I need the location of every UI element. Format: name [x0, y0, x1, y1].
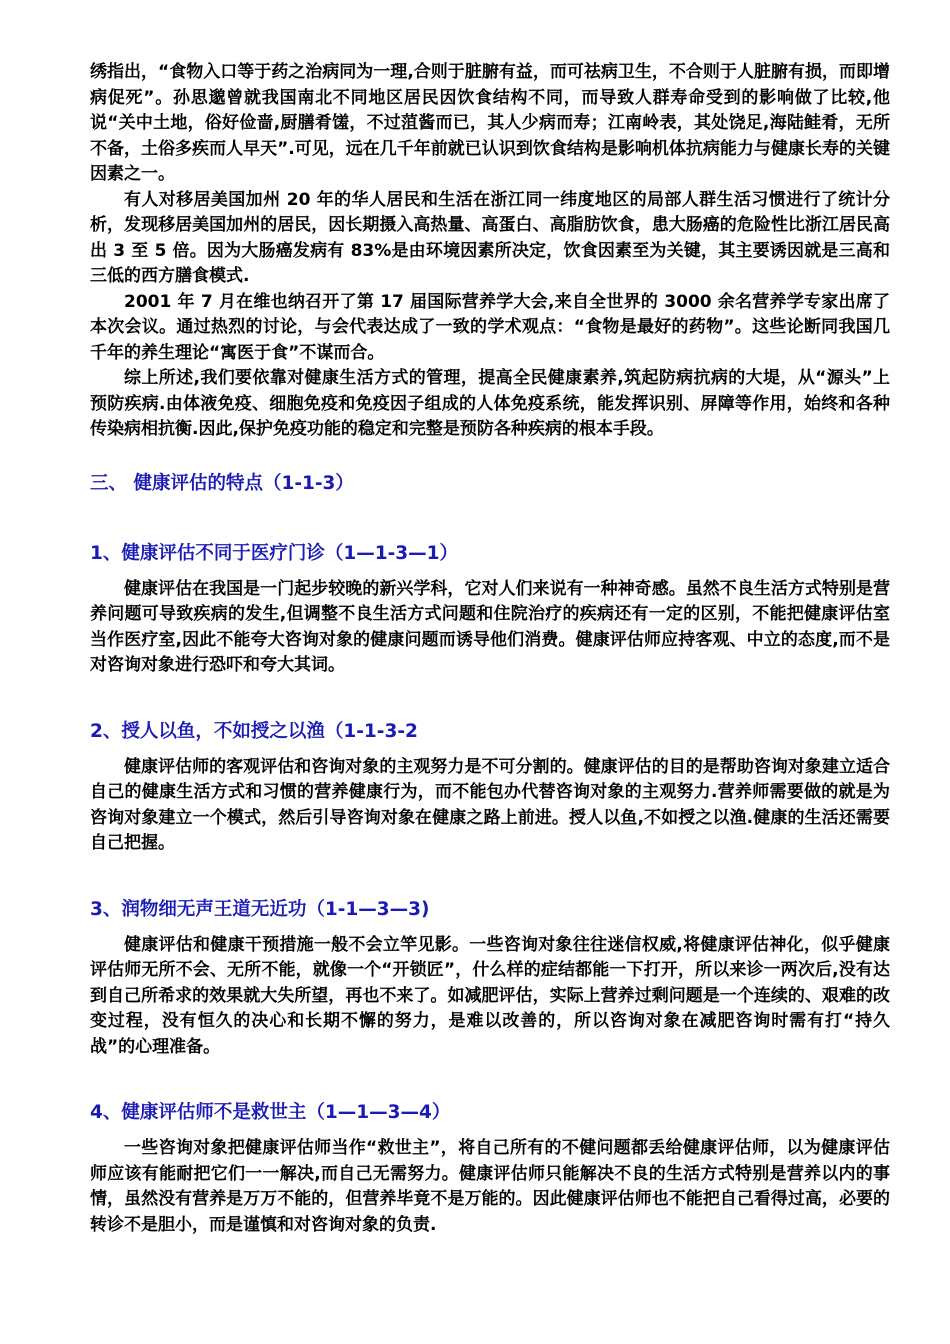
intro-paragraph: 综上所述,我们要依靠对健康生活方式的管理，提高全民健康素养,筑起防病抗病的大堤，从“源头”上预防疾病.由体液免疫、细胞免疫和免疫因子组成的人体免疫系统，能发挥识别、屏障等作用，始终和各种传染病相抗衡.因此,保护免疫功能的稳定和完整是预防各种疾病的根本手段。 [90, 368, 890, 439]
subsection-heading-4: 4、健康评估师不是救世主（1—1—3—4） [90, 1102, 451, 1123]
subsection-body-3: 健康评估和健康干预措施一般不会立竿见影。一些咨询对象往往迷信权威,将健康评估神化，似乎健康评估师无所不会、无所不能，就像一个“开锁匠”，什么样的症结都能一下打开，所以来诊一两次后,没有达到自己所希求的效果就大失所望，再也不来了。如减肥评估，实际上营养过剩问题是一个连续的、艰难的改变过程，没有恒久的决心和长期不懈的努力，是难以改善的，所以咨询对象在减肥咨询时需有打“持久战”的心理准备。 [90, 934, 890, 1057]
section-heading: 三、 健康评估的特点（1-1-3） [90, 472, 354, 494]
subsection-body-4: 一些咨询对象把健康评估师当作“救世主”，将自己所有的不健问题都丢给健康评估师，以为健康评估师应该有能耐把它们一一解决,而自己无需努力。健康评估师只能解决不良的生活方式特别是营养以内的事情，虽然没有营养是万万不能的，但营养毕竟不是万能的。因此健康评估师也不能把自己看得过高，必要的转诊不是胆小，而是谨慎和对咨询对象的负责. [90, 1138, 890, 1235]
subsection-heading-1: 1、健康评估不同于医疗门诊（1—1-3—1） [90, 542, 459, 564]
intro-paragraph: 有人对移居美国加州 20 年的华人居民和生活在浙江同一纬度地区的局部人群生活习惯进行了统计分析，发现移居美国加州的居民，因长期摄入高热量、高蛋白、高脂肪饮食，患大肠癌的危险性比浙江居民高出 3 至 5 倍。因为大肠癌发病有 83%是由环境因素所决定，饮食因素至为关键，其主要诱因就是三高和三低的西方膳食模式. [90, 189, 890, 286]
subsection-body-2: 健康评估师的客观评估和咨询对象的主观努力是不可分割的。健康评估的目的是帮助咨询对象建立适合自己的健康生活方式和习惯的营养健康行为，而不能包办代替咨询对象的主观努力.营养师需要做的就是为咨询对象建立一个模式，然后引导咨询对象在健康之路上前进。授人以鱼,不如授之以渔.健康的生活还需要自己把握。 [90, 756, 890, 853]
intro-paragraph: 绣指出，“食物入口等于药之治病同为一理,合则于脏腑有益，而可祛病卫生，不合则于人脏腑有损，而即增病促死”。孙思邈曾就我国南北不同地区居民因饮食结构不同，而导致人群寿命受到的影响做了比较,他说“关中土地，俗好俭啬,厨膳肴馐，不过菹酱而已，其人少病而寿；江南岭表，其处饶足,海陆鲑肴，无所不备，土俗多疾而人早天”.可见，远在几千年前就已认识到饮食结构是影响机体抗病能力与健康长寿的关键因素之一。 [90, 62, 890, 184]
document-page [90, 60, 890, 1238]
subsection-heading-3: 3、润物细无声王道无近功（1-1—3—3) [90, 898, 430, 920]
subsection-heading-2: 2、授人以鱼，不如授之以渔（1-1-3-2 [90, 720, 418, 742]
subsection-body-1: 健康评估在我国是一门起步较晚的新兴学科，它对人们来说有一种神奇感。虽然不良生活方式特别是营养问题可导致疾病的发生,但调整不良生活方式问题和住院治疗的疾病还有一定的区别，不能把健康评估室当作医疗室,因此不能夸大咨询对象的健康问题而诱导他们消费。健康评估师应持客观、中立的态度,而不是对咨询对象进行恐吓和夸大其词。 [90, 578, 890, 675]
intro-paragraph: 2001 年 7 月在维也纳召开了第 17 届国际营养学大会,来自全世界的 3000 余名营养学专家出席了本次会议。通过热烈的讨论，与会代表达成了一致的学术观点：“食物是最好的药物”。这些论断同我国几千年的养生理论“寓医于食”不谋而合。 [90, 291, 890, 363]
